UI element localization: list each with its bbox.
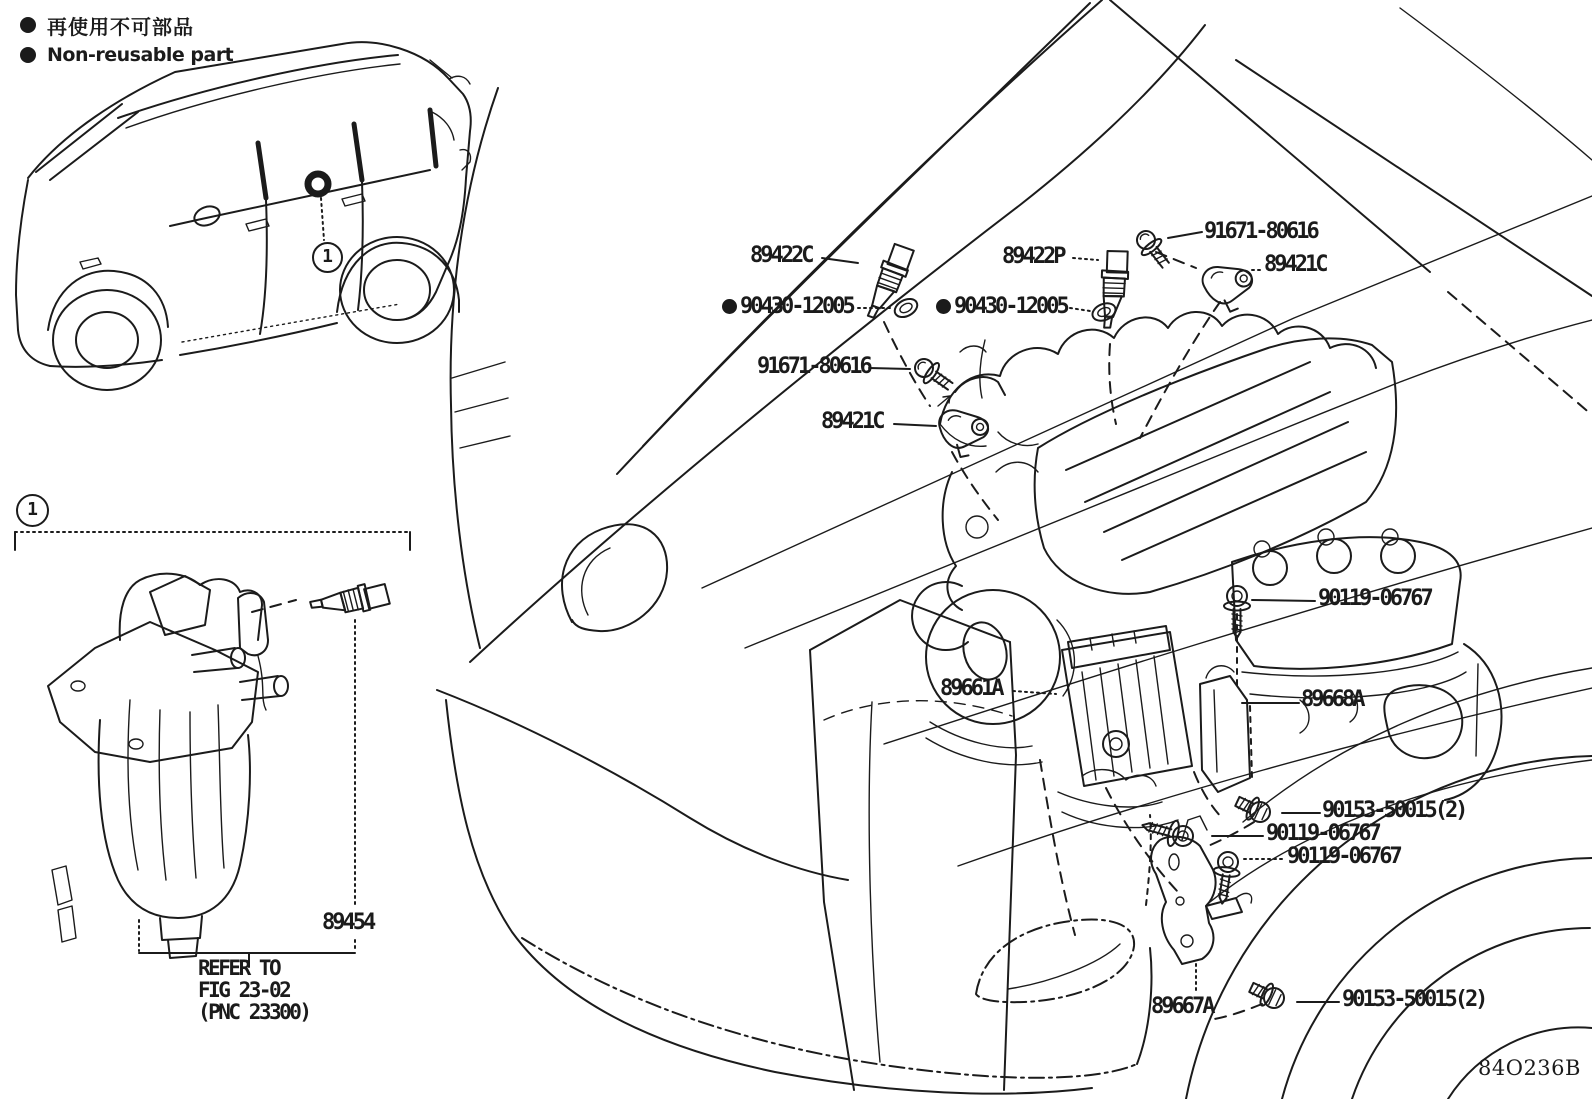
door-location-marker [308,174,328,194]
refer-note-line2: FIG 23-02 [198,978,290,1002]
screw-90119-mid [1139,813,1196,852]
part-label-89661a: 89661A [940,676,1002,701]
legend-jp-label: 再使用不可部品 [47,14,194,39]
cam-sensor-89421C-mid [937,410,989,459]
part-label-89421c-mid: 89421C [821,409,883,434]
legend-row-jp [20,10,233,40]
fuel-filter-illustration [48,574,390,967]
part-label-90153-lower: 90153-50015(2) [1342,987,1486,1012]
part-label-89454: 89454 [322,910,374,935]
refer-note-line1: REFER TO [198,956,280,980]
part-label-89422p: 89422P [1002,244,1064,269]
part-label-90119-top: 90119-06767 [1318,586,1431,611]
legend [20,10,233,70]
diagram-code: 84O236B [1478,1056,1581,1080]
refer-note [198,957,310,1023]
part-label-89422c: 89422C [750,243,812,268]
vehicle-front-illustration [437,0,1592,1099]
part-label-91671-mid: 91671-80616 [757,354,870,379]
legend-row-en [20,40,233,70]
non-reusable-dot-icon [20,17,36,33]
ecu-bracket-89668A [1200,666,1252,792]
cam-sensor-89421C-right [1201,262,1256,315]
part-label-91671-top: 91671-80616 [1204,219,1317,244]
crank-pulley [912,582,1074,724]
part-label-90430-left: 90430-12005 [722,296,853,318]
lower-bracket-89667A [1151,816,1252,964]
fog-lamp [976,920,1134,1003]
non-reusable-dot-icon [722,299,737,314]
car-illustration [16,42,471,390]
part-label-90119-lower: 90119-06767 [1287,844,1400,869]
water-temp-sensor-89454 [309,582,390,617]
part-label-90430-right: 90430-12005 [936,296,1067,318]
part-label-90153-upper: 90153-50015(2) [1322,798,1466,823]
headlamp [562,524,667,631]
part-label-89667a: 89667A [1151,994,1213,1019]
refer-note-line3: (PNC 23300) [198,1000,310,1024]
gasket-90430-left [892,295,921,320]
front-wheel [53,290,161,390]
section-bracket [15,532,410,550]
callout-1-section-badge: 1 [16,494,49,527]
part-label-89421c-right: 89421C [1264,252,1326,277]
non-reusable-dot-icon [20,47,36,63]
non-reusable-dot-icon [936,299,951,314]
callout-1-car-badge: 1 [312,242,343,273]
engine-ecu-89661A [1062,626,1192,786]
legend-en-label: Non-reusable part [47,44,234,66]
bolt-91671-mid [910,353,957,396]
grille-opening [810,600,1075,1090]
part-label-89668a: 89668A [1301,687,1363,712]
loose-parts [857,226,1288,1014]
bolt-91671-top [1131,226,1175,273]
part-label-90119-mid: 90119-06767 [1266,821,1379,846]
